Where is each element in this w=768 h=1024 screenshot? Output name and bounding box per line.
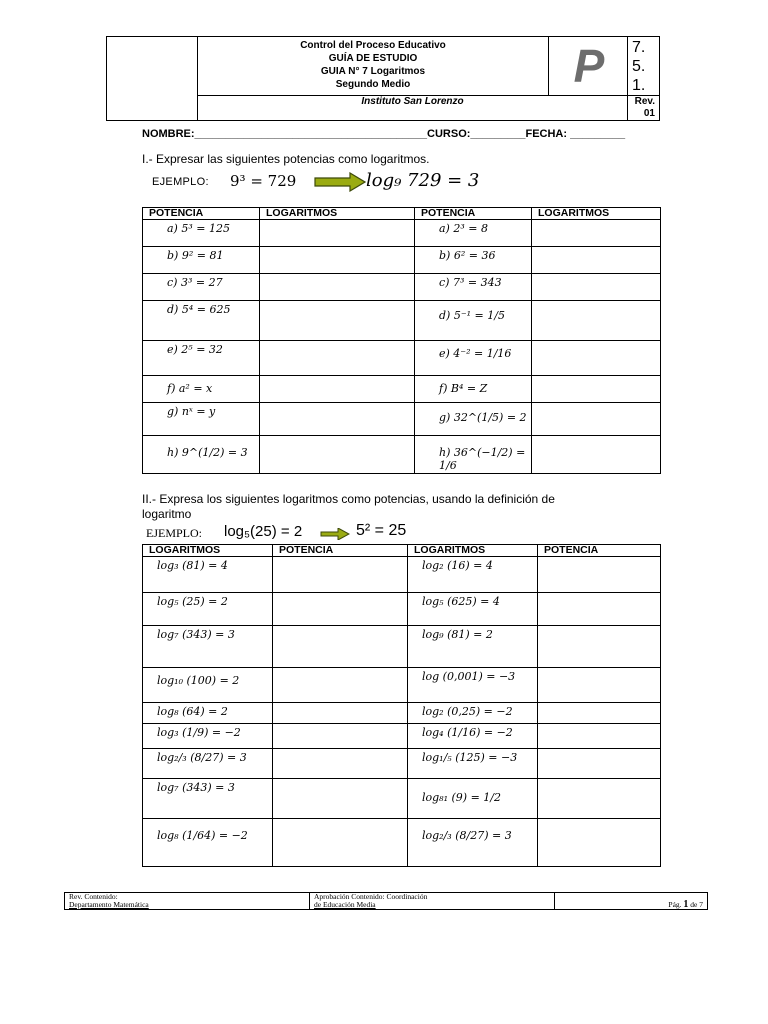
answer-cell[interactable] <box>260 436 415 474</box>
revision-label: Rev. 01 <box>628 96 660 121</box>
col-header-logaritmos: LOGARITMOS <box>143 545 273 557</box>
exercise-e-left: e) 2⁵ = 32 <box>143 341 260 376</box>
example-logarithm: log₉ 729 = 3 <box>366 170 480 191</box>
example-label: EJEMPLO: <box>152 176 209 188</box>
code-line-3: 1. <box>632 77 646 94</box>
exercise-h-left: h) 9^(1/2) = 3 <box>143 436 260 474</box>
exercise-d-left: d) 5⁴ = 625 <box>143 301 260 341</box>
log-exercise-2-right: log₅ (625) = 4 <box>408 593 538 626</box>
log-exercise-3-right: log₉ (81) = 2 <box>408 626 538 668</box>
section-2-title-line-1: II.- Expresa los siguientes logaritmos como potencias, usando la definición de <box>142 492 555 506</box>
answer-cell[interactable] <box>273 749 408 779</box>
p-logo: P <box>549 37 628 96</box>
answer-cell[interactable] <box>538 668 661 703</box>
header-title-line-2: GUÍA DE ESTUDIO <box>328 53 418 64</box>
log-exercise-6-left: log₃ (1/9) = −2 <box>143 724 273 749</box>
col-header-logaritmos-2: LOGARITMOS <box>532 208 661 220</box>
log-exercise-8-left: log₇ (343) = 3 <box>143 779 273 819</box>
answer-cell[interactable] <box>273 703 408 724</box>
exercise-g-right: g) 32^(1/5) = 2 <box>415 403 532 436</box>
header-title-line-4: Segundo Medio <box>335 79 411 90</box>
student-info-line[interactable]: NOMBRE:______________________________________CURSO:_________FECHA: _________ <box>142 128 626 140</box>
institute-name: Instituto San Lorenzo <box>198 96 628 121</box>
col-header-logaritmos-2: LOGARITMOS <box>408 545 538 557</box>
answer-cell[interactable] <box>532 376 661 403</box>
answer-cell[interactable] <box>273 557 408 593</box>
answer-cell[interactable] <box>260 301 415 341</box>
answer-cell[interactable] <box>538 819 661 867</box>
log-exercise-7-right: log₁/₅ (125) = −3 <box>408 749 538 779</box>
answer-cell[interactable] <box>538 593 661 626</box>
log-exercise-4-left: log₁₀ (100) = 2 <box>143 668 273 703</box>
answer-cell[interactable] <box>538 749 661 779</box>
page-number: 1 <box>683 899 689 910</box>
answer-cell[interactable] <box>260 247 415 274</box>
exercise-d-right: d) 5⁻¹ = 1/5 <box>415 301 532 341</box>
exercise-f-right: f) B⁴ = Z <box>415 376 532 403</box>
section-2-example <box>146 522 446 546</box>
footer-content-revision <box>65 893 310 910</box>
footer-content-approval <box>310 893 555 910</box>
answer-cell[interactable] <box>532 436 661 474</box>
answer-cell[interactable] <box>538 779 661 819</box>
log-exercise-6-right: log₄ (1/16) = −2 <box>408 724 538 749</box>
section-1-example <box>150 170 530 196</box>
section-1-title: I.- Expresar las siguientes potencias como logaritmos. <box>142 152 430 166</box>
answer-cell[interactable] <box>273 819 408 867</box>
answer-cell[interactable] <box>532 220 661 247</box>
log-exercise-8-right: log₈₁ (9) = 1/2 <box>408 779 538 819</box>
document-code <box>628 37 660 96</box>
answer-cell[interactable] <box>260 220 415 247</box>
example-log: log₅(25) = 2 <box>224 523 303 540</box>
col-header-potencia: POTENCIA <box>273 545 408 557</box>
exercise-e-right: e) 4⁻² = 1/16 <box>415 341 532 376</box>
exercise-c-right: c) 7³ = 343 <box>415 274 532 301</box>
log-exercise-5-right: log₂ (0,25) = −2 <box>408 703 538 724</box>
log-exercise-1-left: log₃ (81) = 4 <box>143 557 273 593</box>
log-exercise-7-left: log₂/₃ (8/27) = 3 <box>143 749 273 779</box>
section-2-title-line-2: logaritmo <box>142 507 192 521</box>
answer-cell[interactable] <box>260 376 415 403</box>
exercise-b-right: b) 6² = 36 <box>415 247 532 274</box>
exercise-a-left: a) 5³ = 125 <box>143 220 260 247</box>
log-exercise-2-left: log₅ (25) = 2 <box>143 593 273 626</box>
answer-cell[interactable] <box>273 724 408 749</box>
answer-cell[interactable] <box>273 626 408 668</box>
log-exercise-9-right: log₂/₃ (8/27) = 3 <box>408 819 538 867</box>
example-power: 9³ = 729 <box>230 172 297 190</box>
header-title <box>198 37 549 96</box>
exercise-g-left: g) nˣ = y <box>143 403 260 436</box>
footer-rev-value: Departamento Matemática <box>69 900 149 909</box>
footer-page-number <box>555 893 708 910</box>
document-header <box>106 36 660 121</box>
code-line-1: 7. <box>632 39 646 56</box>
log-exercise-9-left: log₈ (1/64) = −2 <box>143 819 273 867</box>
arrow-right-icon <box>314 172 366 192</box>
exercise-a-right: a) 2³ = 8 <box>415 220 532 247</box>
exercise-b-left: b) 9² = 81 <box>143 247 260 274</box>
answer-cell[interactable] <box>532 301 661 341</box>
code-line-2: 5. <box>632 58 646 75</box>
col-header-potencia: POTENCIA <box>143 208 260 220</box>
example-label-2: EJEMPLO: <box>146 526 203 540</box>
logarithms-table <box>142 544 661 867</box>
section-2-title <box>142 492 555 522</box>
exercise-h-right: h) 36^(−1/2) = 1/6 <box>415 436 532 474</box>
answer-cell[interactable] <box>532 274 661 301</box>
answer-cell[interactable] <box>273 668 408 703</box>
answer-cell[interactable] <box>260 341 415 376</box>
answer-cell[interactable] <box>538 724 661 749</box>
answer-cell[interactable] <box>260 274 415 301</box>
exercise-f-left: f) a² = x <box>143 376 260 403</box>
answer-cell[interactable] <box>538 626 661 668</box>
col-header-potencia-2: POTENCIA <box>538 545 661 557</box>
log-exercise-5-left: log₈ (64) = 2 <box>143 703 273 724</box>
log-exercise-4-right: log (0,001) = −3 <box>408 668 538 703</box>
document-footer <box>64 892 708 910</box>
exercise-c-left: c) 3³ = 27 <box>143 274 260 301</box>
powers-table <box>142 207 661 474</box>
page-suffix: de 7 <box>690 900 703 909</box>
footer-approval-value: de Educación Media <box>314 900 376 909</box>
logo-cell-empty <box>107 37 198 121</box>
answer-cell[interactable] <box>532 403 661 436</box>
arrow-right-icon <box>320 528 350 540</box>
header-title-line-3: GUIA N° 7 Logaritmos <box>320 66 426 77</box>
page-prefix: Pág. <box>668 900 682 909</box>
footer-approval-label: Aprobación Contenido: Coordinación <box>314 892 428 901</box>
answer-cell[interactable] <box>532 341 661 376</box>
answer-cell[interactable] <box>538 557 661 593</box>
answer-cell[interactable] <box>273 779 408 819</box>
answer-cell[interactable] <box>260 403 415 436</box>
answer-cell[interactable] <box>538 703 661 724</box>
answer-cell[interactable] <box>273 593 408 626</box>
col-header-logaritmos: LOGARITMOS <box>260 208 415 220</box>
footer-rev-label: Rev. Contenido: <box>69 892 118 901</box>
log-exercise-3-left: log₇ (343) = 3 <box>143 626 273 668</box>
header-title-line-1: Control del Proceso Educativo <box>300 40 446 51</box>
log-exercise-1-right: log₂ (16) = 4 <box>408 557 538 593</box>
answer-cell[interactable] <box>532 247 661 274</box>
col-header-potencia-2: POTENCIA <box>415 208 532 220</box>
example-power-2: 5² = 25 <box>356 522 407 539</box>
